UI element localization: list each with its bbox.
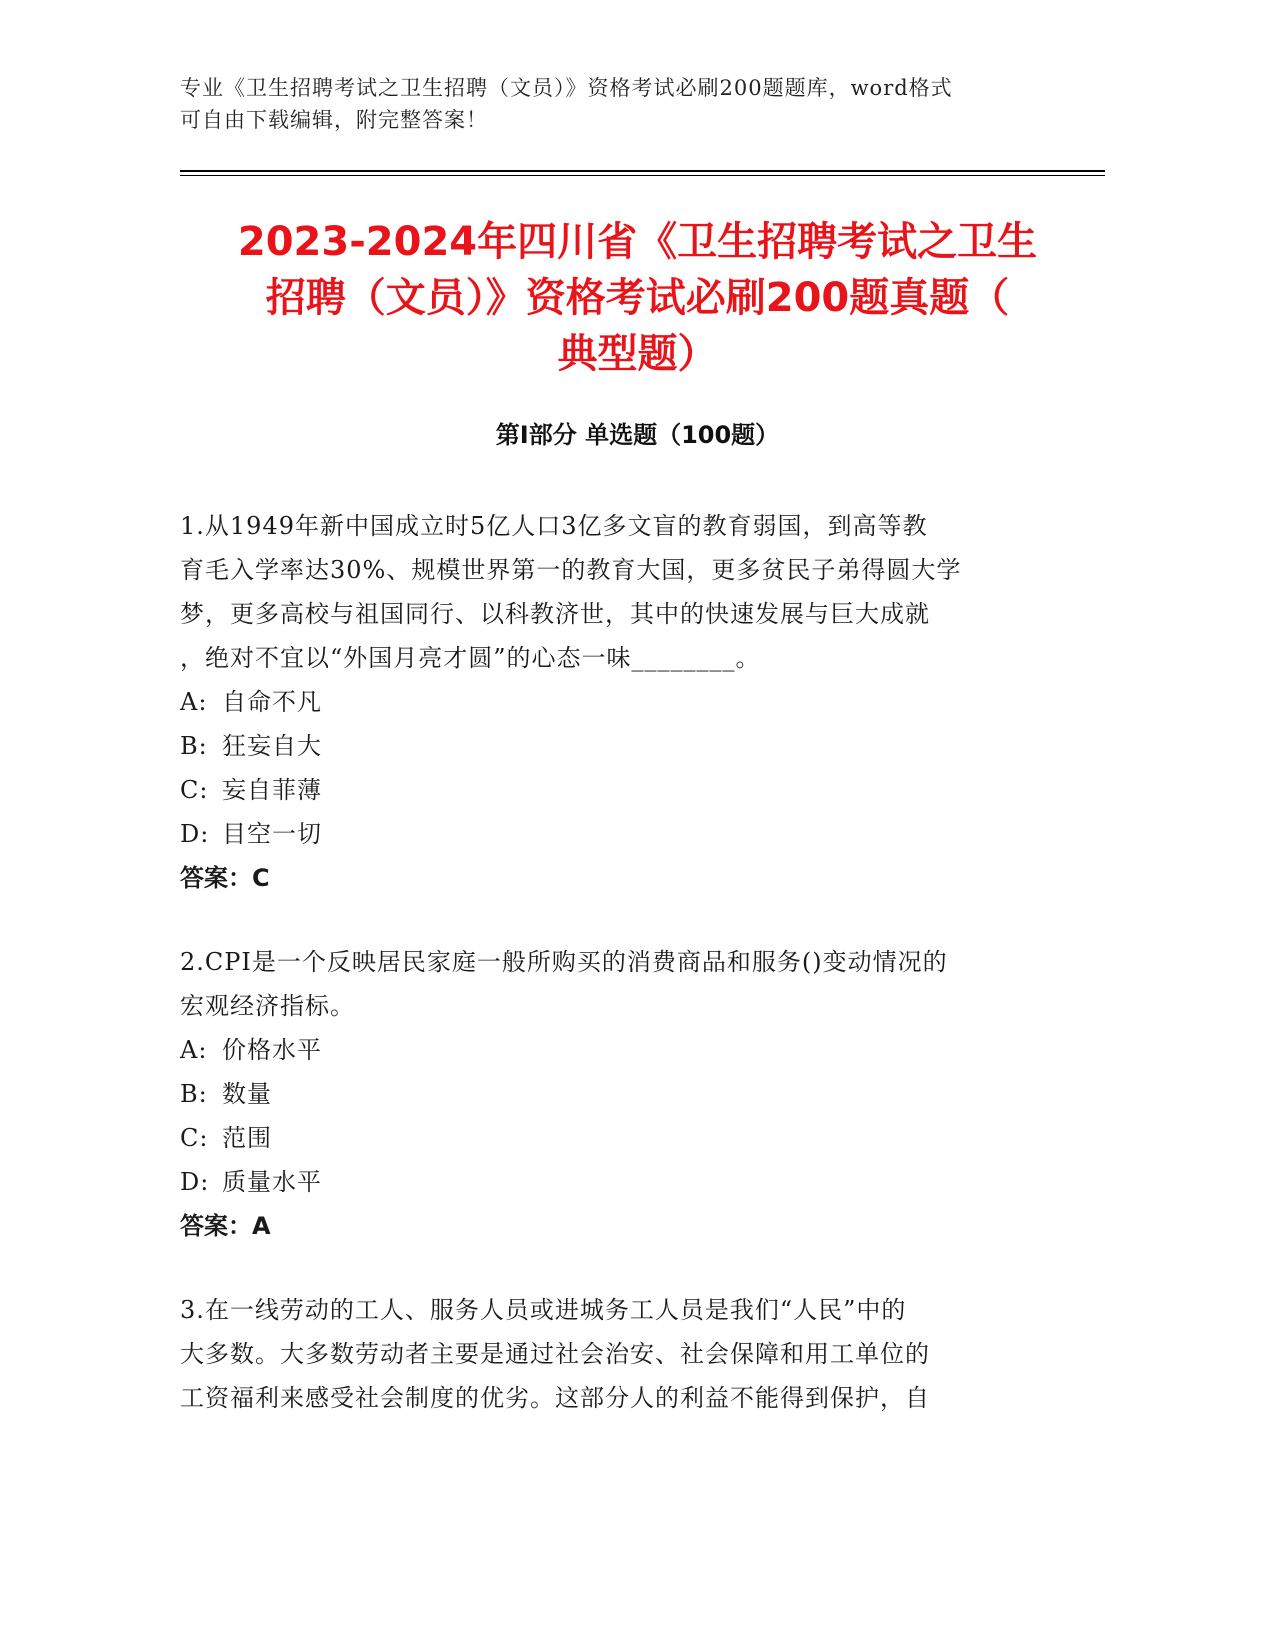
- question-stem: [180, 504, 1060, 680]
- header-note: [180, 72, 1060, 136]
- stem-line: 2.CPI是一个反映居民家庭一般所购买的消费商品和服务()变动情况的: [180, 948, 948, 976]
- header-note-line-1: 专业《卫生招聘考试之卫生招聘（文员）》资格考试必刷200题题库，word格式: [180, 76, 953, 100]
- option-d: [180, 1160, 1060, 1204]
- option-text: 价格水平: [222, 1036, 322, 1064]
- option-text: 质量水平: [222, 1168, 322, 1196]
- stem-line: 宏观经济指标。: [180, 992, 355, 1020]
- option-b: [180, 1072, 1060, 1116]
- option-key: A:: [180, 1036, 208, 1064]
- question-stem: [180, 1288, 1060, 1420]
- option-c: [180, 1116, 1060, 1160]
- stem-line: 3.在一线劳动的工人、服务人员或进城务工人员是我们“人民”中的: [180, 1296, 907, 1324]
- stem-line: 育毛入学率达30%、规模世界第一的教育大国，更多贫民子弟得圆大学: [180, 556, 962, 584]
- option-key: D:: [180, 1168, 210, 1196]
- option-key: C:: [180, 776, 209, 804]
- option-d: [180, 812, 1060, 856]
- section-title: 第Ⅰ部分 单选题（100题）: [495, 421, 780, 449]
- option-key: A:: [180, 688, 208, 716]
- question-list: [180, 504, 1060, 1460]
- option-text: 自命不凡: [222, 688, 322, 716]
- question-2: [180, 940, 1060, 1248]
- question-1: [180, 504, 1060, 900]
- option-text: 数量: [222, 1080, 272, 1108]
- title-line-3: 典型题）: [557, 331, 718, 377]
- document-title: [140, 214, 1135, 382]
- stem-line: ，绝对不宜以“外国月亮才圆”的心态一味________。: [180, 644, 761, 672]
- option-key: C:: [180, 1124, 209, 1152]
- stem-line: 工资福利来感受社会制度的优劣。这部分人的利益不能得到保护，自: [180, 1384, 930, 1412]
- option-text: 目空一切: [222, 820, 322, 848]
- title-line-1: 2023-2024年四川省《卫生招聘考试之卫生: [237, 219, 1038, 265]
- stem-line: 1.从1949年新中国成立时5亿人口3亿多文盲的教育弱国，到高等教: [180, 512, 928, 540]
- option-b: [180, 724, 1060, 768]
- option-key: B:: [180, 732, 208, 760]
- header-note-line-2: 可自由下载编辑，附完整答案！: [180, 108, 488, 132]
- question-3: [180, 1288, 1060, 1420]
- title-line-2: 招聘（文员）》资格考试必刷200题真题（: [265, 275, 1010, 321]
- answer: 答案：A: [180, 1212, 271, 1240]
- header-divider-thin: [180, 175, 1105, 176]
- answer: 答案：C: [180, 864, 270, 892]
- option-text: 妄自菲薄: [222, 776, 322, 804]
- option-key: B:: [180, 1080, 208, 1108]
- option-text: 狂妄自大: [222, 732, 322, 760]
- option-c: [180, 768, 1060, 812]
- option-a: [180, 1028, 1060, 1072]
- option-text: 范围: [222, 1124, 272, 1152]
- option-key: D:: [180, 820, 210, 848]
- stem-line: 梦，更多高校与祖国同行、以科教济世，其中的快速发展与巨大成就: [180, 600, 930, 628]
- question-stem: [180, 940, 1060, 1028]
- option-a: [180, 680, 1060, 724]
- stem-line: 大多数。大多数劳动者主要是通过社会治安、社会保障和用工单位的: [180, 1340, 930, 1368]
- header-divider-thick: [180, 170, 1105, 172]
